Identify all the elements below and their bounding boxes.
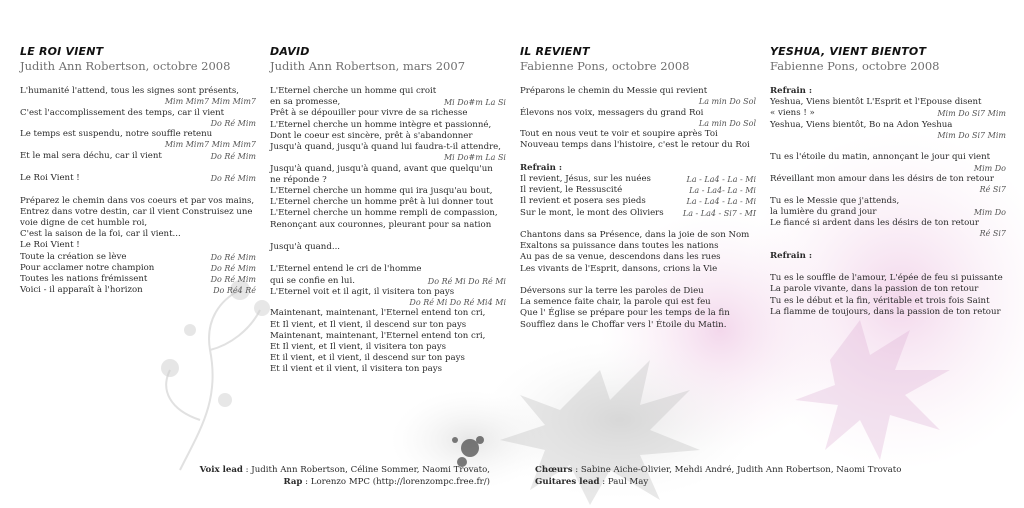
lyric-line: Jusqu'à quand... (270, 242, 341, 253)
refrain-label: Refrain : (770, 250, 813, 261)
chord-label: Do Ré Mim (210, 252, 256, 262)
lyric-line: L'Eternel entend le cri de l'homme (270, 264, 422, 275)
lyric-line: Chantons dans sa Présence, dans la joie de son Nom (520, 230, 750, 241)
credits-left (150, 465, 490, 488)
chord-label: Do Ré Mim (210, 263, 256, 273)
lyric-line: Préparons le chemin du Messie qui revient (520, 86, 708, 96)
lyric-line: Déversons sur la terre les paroles de Dieu (520, 286, 704, 297)
credit-voix-lead: Voix lead : Judith Ann Robertson, Céline Sommer, Naomi Trovato, (199, 465, 490, 475)
credit-label: Guitares lead (535, 476, 600, 487)
chord-line: Mim Do (973, 163, 1006, 173)
lyric-line: Préparez le chemin dans vos coeurs et par vos mains, (20, 195, 255, 206)
lyric-line (20, 173, 256, 184)
lyric-line: L'humanité l'attend, tous les signes sont présents, (20, 86, 240, 96)
lyric-line (520, 208, 756, 219)
lyric-line (20, 263, 256, 274)
chord-label: Mi Do#m La Si (443, 98, 506, 108)
song-column-il-revient (520, 45, 756, 331)
chord-label: Do Ré Mim (210, 151, 256, 161)
credit-value: Paul May (607, 476, 649, 487)
song-column-david (270, 45, 506, 376)
lyric-line: Élevons nos voix, messagers du grand Roi (520, 107, 704, 118)
lyric-line (20, 252, 256, 263)
song-title: IL REVIENT (520, 45, 590, 58)
lyric-line: Yeshua, Viens bientôt L'Esprit et l'Epouse disent (770, 97, 982, 108)
lyric-text: Sur le mont, le mont des Oliviers (520, 207, 664, 218)
lyric-text: « viens ! » (770, 108, 815, 119)
lyric-line: voie digne de cet humble roi, (20, 218, 148, 229)
lyric-line: L'Eternel voit et il agit, il visitera ton pays (270, 286, 455, 297)
chord-label: La - La4- La - Mi (689, 186, 756, 196)
blank-line (270, 253, 506, 264)
credit-value: Judith Ann Robertson, Céline Sommer, Naomi Trovato, (251, 465, 490, 475)
song-title: DAVID (270, 45, 310, 58)
lyric-line: La semence faite chair, la parole qui est feu (520, 297, 711, 308)
lyric-line: Et il vient et il vient, il visitera ton pays (270, 364, 443, 375)
lyric-line: Tout en nous veut te voir et soupire après Toi (520, 129, 718, 140)
credit-guitares-lead: Guitares lead : Paul May (535, 476, 649, 487)
lyric-line: Tu es l'étoile du matin, annonçant le jour qui vient (770, 152, 991, 163)
lyric-text: qui se confie en lui. (270, 275, 355, 286)
lyrics-block (20, 86, 256, 296)
lyric-text: Il revient et posera ses pieds (520, 196, 646, 207)
chord-label: Mim Do Si7 Mim (937, 109, 1006, 119)
chord-line: Mim Do Si7 Mim (937, 130, 1006, 140)
lyric-text: Toute la création se lève (20, 251, 127, 262)
song-title: LE ROI VIENT (20, 45, 104, 58)
lyric-text: Il revient, Jésus, sur les nuées (520, 174, 651, 185)
lyric-line (270, 97, 506, 108)
chord-label: La - La4 - La - Mi (686, 175, 756, 185)
song-author: Judith Ann Robertson, octobre 2008 (20, 59, 231, 73)
chord-line: La min Do Sol (698, 118, 756, 128)
lyric-line: Renonçant aux couronnes, pleurant pour sa nation (270, 219, 492, 230)
lyric-line: La parole vivante, dans la passion de ton retour (770, 284, 979, 295)
chord-line: Do Ré Mim (210, 118, 256, 128)
lyric-line: Que l' Église se prépare pour les temps de la fin (520, 308, 730, 319)
lyric-line: Entrez dans votre destin, car il vient Construisez une (20, 206, 253, 217)
lyric-text: Toutes les nations frémissent (20, 274, 148, 285)
lyric-line: ne réponde ? (270, 174, 327, 185)
lyric-line (520, 174, 756, 185)
lyrics-block (770, 86, 1006, 318)
lyric-line (270, 276, 506, 287)
song-column-le-roi-vient (20, 45, 256, 296)
lyric-line (20, 151, 256, 162)
lyric-text: Et le mal sera déchu, car il vient (20, 150, 162, 161)
chord-line: Do Ré Mi Do Ré Mi4 Mi (409, 298, 506, 308)
lyric-line (20, 285, 256, 296)
lyrics-block (270, 86, 506, 376)
chord-line: Ré Si7 (979, 229, 1006, 239)
refrain-label: Refrain : (770, 86, 813, 96)
chord-line: Mim Mim7 Mim Mim7 (164, 97, 256, 107)
lyric-line: Jusqu'à quand, jusqu'à quand lui faudra-t-il attendre, (270, 142, 501, 153)
lyric-text: Le Roi Vient ! (20, 173, 80, 184)
chord-label: Mim Do (973, 207, 1006, 217)
lyric-line: La flamme de toujours, dans la passion de ton retour (770, 306, 1001, 317)
lyric-line: Exaltons sa puissance dans toutes les nations (520, 241, 719, 252)
lyric-line (520, 196, 756, 207)
lyric-line: Les vivants de l'Esprit, dansons, crions la Vie (520, 263, 718, 274)
lyric-line (770, 108, 1006, 119)
lyric-line: L'Eternel cherche un homme intègre et passionné, (270, 119, 492, 130)
chord-line: Mi Do#m La Si (443, 153, 506, 163)
lyric-text: Pour acclamer notre champion (20, 262, 155, 273)
credit-rap: Rap : Lorenzo MPC (http://lorenzompc.free.fr/) (283, 476, 490, 487)
chord-line: Ré Si7 (979, 185, 1006, 195)
chord-label: La - La4 - Si7 - MI (682, 208, 756, 218)
chord-label: Do Ré4 Ré (213, 286, 256, 296)
song-author: Fabienne Pons, octobre 2008 (520, 59, 690, 73)
lyric-line: Soufflez dans le Choffar vers l' Étoile du Matin. (520, 319, 727, 330)
lyric-line: Et Il vient, et Il vient, il descend sur ton pays (270, 319, 467, 330)
lyric-line: Et Il vient, et Il vient, il visitera ton pays (270, 342, 447, 353)
lyric-line: Réveillant mon amour dans les désirs de ton retour (770, 174, 994, 185)
lyrics-block (520, 86, 756, 331)
blank-line (770, 141, 1006, 152)
lyric-line: L'Eternel cherche un homme rempli de compassion, (270, 208, 498, 219)
chord-line: Mim Mim7 Mim Mim7 (164, 140, 256, 150)
song-author: Judith Ann Robertson, mars 2007 (270, 59, 466, 73)
credits-right (535, 465, 901, 488)
blank-line (520, 219, 756, 230)
song-author: Fabienne Pons, octobre 2008 (770, 59, 940, 73)
credit-choeurs: Chœurs : Sabine Aiche-Olivier, Mehdi André, Judith Ann Robertson, Naomi Trovato (535, 465, 902, 475)
lyric-line: Maintenant, maintenant, l'Eternel entend ton cri, (270, 308, 486, 319)
lyric-line: C'est l'accomplissement des temps, car il vient (20, 107, 225, 118)
lyric-line: L'Eternel cherche un homme prêt à lui donner tout (270, 197, 494, 208)
lyric-line: Et il vient, et il vient, il descend sur ton pays (270, 353, 465, 364)
lyric-line (520, 185, 756, 196)
lyric-line: Dont le coeur est sincère, prêt à s'abandonner (270, 130, 473, 141)
lyric-line: Le fiancé si ardent dans les désirs de ton retour (770, 218, 979, 229)
lyric-line: Yeshua, Viens bientôt, Bo na Adon Yeshua (770, 119, 953, 130)
lyric-text: en sa promesse, (270, 97, 341, 108)
lyric-line: Nouveau temps dans l'histoire, c'est le retour du Roi (520, 140, 750, 151)
lyric-line: Le Roi Vient ! (20, 240, 80, 251)
lyric-line: Tu es le Messie que j'attends, (770, 195, 900, 206)
blank-line (770, 240, 1006, 251)
blank-line (770, 262, 1006, 273)
chord-label: Do Ré Mim (210, 174, 256, 184)
blank-line (520, 152, 756, 163)
chord-label: Do Ré Mi Do Ré Mi (427, 276, 506, 286)
song-column-yeshua-vient-bientot (770, 45, 1006, 318)
credit-value: Sabine Aiche-Olivier, Mehdi André, Judith Ann Robertson, Naomi Trovato (580, 465, 902, 475)
lyric-line: Prêt à se dépouiller pour vivre de sa richesse (270, 108, 468, 119)
lyric-line: Maintenant, maintenant, l'Eternel entend ton cri, (270, 330, 486, 341)
blank-line (20, 162, 256, 173)
lyric-line: Tu es le début et la fin, véritable et trois fois Saint (770, 295, 990, 306)
lyric-line: L'Eternel cherche un homme qui ira jusqu'au bout, (270, 186, 493, 197)
blank-line (20, 184, 256, 195)
lyric-line: C'est la saison de la foi, car il vient... (20, 229, 181, 240)
blank-line (520, 275, 756, 286)
lyric-line: Au pas de sa venue, descendons dans les rues (520, 252, 721, 263)
song-title: YESHUA, VIENT BIENTOT (770, 45, 927, 58)
lyric-text: la lumière du grand jour (770, 206, 877, 217)
chord-label: La - La4 - La - Mi (686, 197, 756, 207)
credit-value: Lorenzo MPC (http://lorenzompc.free.fr/) (310, 476, 490, 487)
chord-label: Do Ré Mim (210, 275, 256, 285)
lyric-line: L'Eternel cherche un homme qui croit (270, 86, 437, 96)
blank-line (270, 231, 506, 242)
credit-label: Chœurs (535, 465, 573, 475)
lyric-line (770, 207, 1006, 218)
lyric-text: Il revient, le Ressuscité (520, 185, 623, 196)
lyric-text: Voici - il apparaît à l'horizon (20, 285, 143, 296)
lyric-line: Tu es le souffle de l'amour, L'épée de feu si puissante (770, 273, 1003, 284)
lyric-line: Jusqu'à quand, jusqu'à quand, avant que quelqu'un (270, 163, 493, 174)
lyric-line (20, 274, 256, 285)
chord-line: La min Do Sol (698, 97, 756, 107)
credit-label: Rap (283, 476, 303, 487)
lyric-line: Le temps est suspendu, notre souffle retenu (20, 129, 213, 140)
credit-label: Voix lead (199, 465, 243, 475)
refrain-label: Refrain : (520, 162, 563, 173)
